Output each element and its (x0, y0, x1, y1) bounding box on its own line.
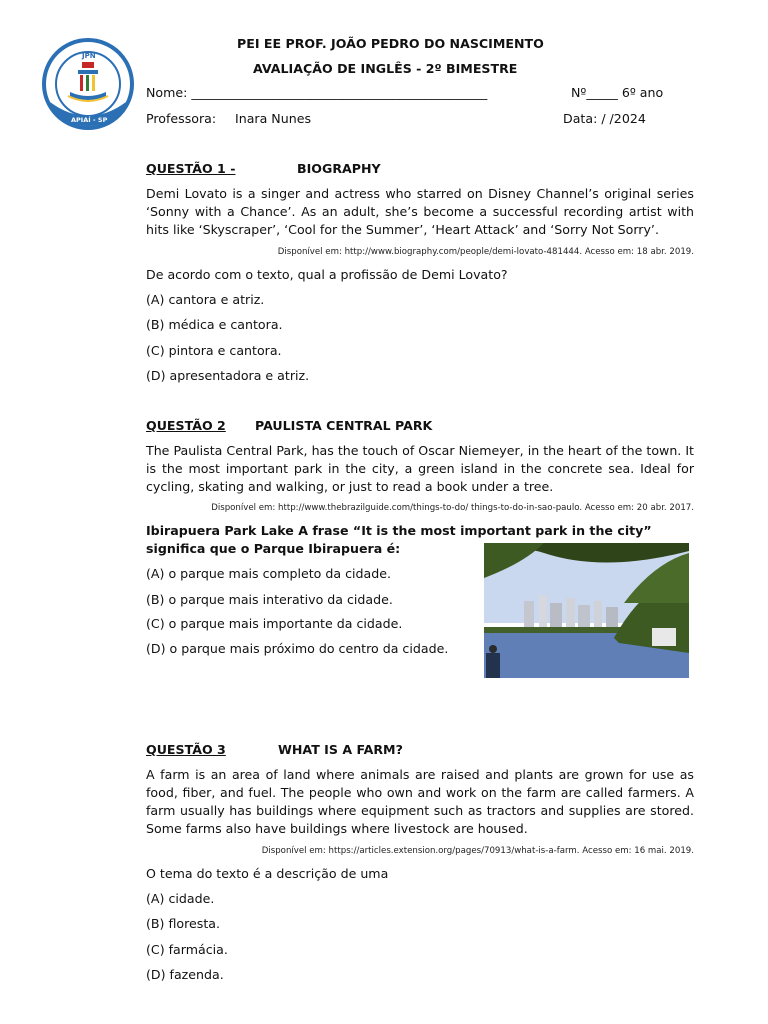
q2-label: QUESTÃO 2 (146, 418, 226, 433)
q1-option-a[interactable]: (A) cantora e atriz. (146, 292, 265, 307)
q3-option-a[interactable]: (A) cidade. (146, 891, 215, 906)
teacher-label: Professora: (146, 111, 217, 126)
exam-title: AVALIAÇÃO DE INGLÊS - 2º BIMESTRE (253, 61, 518, 76)
q3-option-d[interactable]: (D) fazenda. (146, 967, 224, 982)
q2-source: Disponível em: http://www.thebrazilguide.com/things-to-do/ things-to-do-in-sao-paulo. Acesso em: 20 abr. 2017. (211, 503, 694, 513)
seal-bottom-text: APIAÍ - SP (71, 116, 108, 124)
q3-label: QUESTÃO 3 (146, 742, 226, 757)
q1-question: De acordo com o texto, qual a profissão de Demi Lovato? (146, 267, 508, 282)
name-field-line: Nome: _______________________________________________ (146, 85, 488, 100)
number-grade-line: Nº_____ 6º ano (571, 85, 664, 100)
ibirapuera-park-photo (484, 543, 689, 678)
q1-option-b[interactable]: (B) médica e cantora. (146, 317, 283, 332)
q3-text: A farm is an area of land where animals are raised and plants are grown for use as food, fiber, and fuel. The people who own and work on the farm are called farmers. A farm usually has buildings where equipment such as tractors and supplies are stored. Some farms also have buildings where livestock are housed. (146, 767, 694, 836)
q1-source: Disponível em: http://www.biography.com/people/demi-lovato-481444. Acesso em: 18 abr. 2019. (277, 247, 694, 257)
q3-option-b[interactable]: (B) floresta. (146, 916, 220, 931)
q2-option-d[interactable]: (D) o parque mais próximo do centro da cidade. (146, 641, 449, 656)
q1-title: BIOGRAPHY (297, 161, 381, 176)
school-name: PEI EE PROF. JOÃO PEDRO DO NASCIMENTO (237, 36, 544, 51)
q3-title: WHAT IS A FARM? (278, 742, 403, 757)
q2-option-a[interactable]: (A) o parque mais completo da cidade. (146, 566, 391, 581)
seal-inner-text: JPN (82, 52, 96, 60)
q1-option-c[interactable]: (C) pintora e cantora. (146, 343, 282, 358)
q3-source: Disponível em: https://articles.extension.org/pages/70913/what-is-a-farm. Acesso em: 16 mai. 2019. (261, 846, 694, 856)
q1-text: Demi Lovato is a singer and actress who starred on Disney Channel’s original series ‘Sonny with a Chance’. As an adult, she’s become a successful recording artist with hits like ‘Skyscraper’, ‘Cool for the Summer’, ‘Heart Attack’ and ‘Sorry Not Sorry’. (146, 186, 694, 237)
q2-option-b[interactable]: (B) o parque mais interativo da cidade. (146, 592, 393, 607)
q1-label: QUESTÃO 1 - (146, 161, 236, 176)
q2-text: The Paulista Central Park, has the touch of Oscar Niemeyer, in the heart of the town. It is the most important park in the city, a green island in the concrete sea. Ideal for cycling, skating and walking, or just to read a book under a tree. (146, 443, 694, 494)
q2-title: PAULISTA CENTRAL PARK (255, 418, 433, 433)
q3-question: O tema do texto é a descrição de uma (146, 866, 389, 881)
q3-option-c[interactable]: (C) farmácia. (146, 942, 228, 957)
date-line: Data: / /2024 (563, 111, 646, 126)
q1-option-d[interactable]: (D) apresentadora e atriz. (146, 368, 310, 383)
q2-option-c[interactable]: (C) o parque mais importante da cidade. (146, 616, 403, 631)
q2-question: Ibirapuera Park Lake A frase “It is the most important park in the city” significa que o Parque Ibirapuera é: (146, 523, 652, 556)
school-seal-logo (38, 38, 138, 134)
teacher-name: Inara Nunes (235, 111, 312, 126)
